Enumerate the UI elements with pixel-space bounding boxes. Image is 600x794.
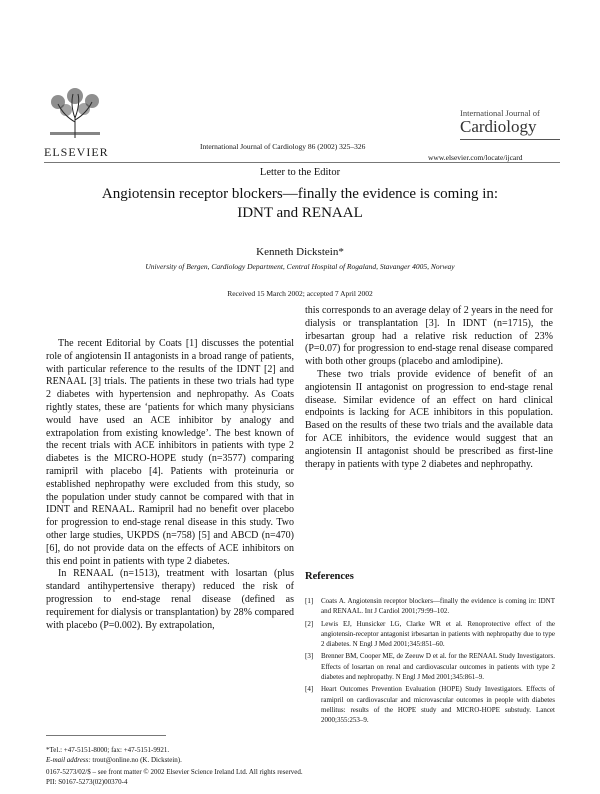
journal-name-small: International Journal of <box>460 108 540 118</box>
reference-text: Brenner BM, Cooper ME, de Zeeuw D et al. for the RENAAL Study Investigators. Effects of losartan on renal and cardiovascular outcomes in patients with type 2 diabetes and nephropathy. N Engl J Med 2001;345:861–9. <box>321 652 555 682</box>
reference-item <box>305 619 555 650</box>
received-dates: Received 15 March 2002; accepted 7 April 2002 <box>227 289 373 298</box>
title-line-2: IDNT and RENAAL <box>237 205 363 221</box>
author-name: Kenneth Dickstein* <box>256 246 344 258</box>
footnote-divider <box>46 735 166 736</box>
copyright-block <box>46 767 303 787</box>
body-paragraph: The recent Editorial by Coats [1] discusses the potential role of angiotensin II antagonists in a broad range of patients, with particular reference to the results of the IDNT [2] and RENAAL [3] trials. The patients in these two trials had type 2 diabetes with hypertension and nephropathy. As Coats rightly states, these are ‘patients for which many physicians would have used an ACE inhibitor by analogy and extrapolation from existing knowledge’. The best known of the recent trials with ACE inhibitors in patients with type 2 diabetes is the MICRO-HOPE study (n=3577) comparing ramipril with placebo [4]. Patients with proteinuria or established nephropathy were excluded from this study, so the population under study cannot be compared with that in IDNT and RENAAL. Ramipril had no benefit over placebo for progression to end-stage renal disease in this study. Two other large studies, UKPDS (n=758) [5] and ABCD (n=470) [6], do not provide data on the effects of ACE inhibitors on this end point in patients with type 2 diabetes. <box>46 338 294 567</box>
footnote-contact: *Tel.: +47-5151-8000; fax: +47-5151-9921. <box>46 746 170 754</box>
elsevier-tree-icon <box>44 88 106 140</box>
body-paragraph: this corresponds to an average delay of 2 years in the need for dialysis or transplantation [3]. In IDNT (n=1715), the irbesartan group had a relative risk reduction of 23% (P=0.07) for progression to end-stage renal disease compared with both other groups (placebo and amlodipine). <box>305 305 553 368</box>
pii-line: PII: S0167-5273(02)00370-4 <box>46 778 128 786</box>
reference-item <box>305 596 555 617</box>
body-paragraph: These two trials provide evidence of benefit of an angiotensin II antagonist on progression to end-stage renal disease. Similar evidence of an effect on hard clinical endpoints is lacking for ACE inhibitors in this population. Based on the results of these two trials and the available data for ACE inhibitors, the evidence would suggest that an angiotensin II antagonist should be prescribed as first-line therapy in patients with type 2 diabetes and nephropathy. <box>305 368 553 470</box>
title-line-1: Angiotensin receptor blockers—finally the evidence is coming in: <box>101 186 499 202</box>
journal-masthead <box>460 108 560 140</box>
body-paragraph: In RENAAL (n=1513), treatment with losartan (plus standard antihypertensive therapy) reduced the risk of progression to end-stage renal disease (defined as requirement for dialysis or transplantation) by 28% compared with placebo (P=0.002). By extrapolation, <box>46 568 294 631</box>
reference-item <box>305 651 555 682</box>
body-right-column <box>305 305 553 471</box>
reference-number: [3] <box>305 652 314 661</box>
publisher-name: ELSEVIER <box>44 145 109 159</box>
author-footnote <box>46 745 306 765</box>
reference-number: [1] <box>305 597 314 605</box>
copyright-line: 0167-5273/02/$ – see front matter © 2002 Elsevier Science Ireland Ltd. All rights reserved. <box>46 768 303 776</box>
article-title <box>0 185 600 223</box>
reference-text: Coats A. Angiotensin receptor blockers—finally the evidence is coming in: IDNT and RENAAL. Int J Cardiol 2001;79:99–102. <box>321 597 555 616</box>
masthead-rule <box>460 139 560 140</box>
reference-item <box>305 684 555 725</box>
reference-text: Heart Outcomes Prevention Evaluation (HOPE) Study Investigators. Effects of ramipril on cardiovascular and microvascular outcomes in people with diabetes mellitus: results of the HOPE study and MICRO-HOPE substudy. Lancet 2000;355:253–9. <box>321 685 555 725</box>
header-divider <box>44 162 560 163</box>
article-type: Letter to the Editor <box>259 167 341 178</box>
journal-name-big: Cardiology <box>460 117 537 136</box>
email-label: E-mail address: <box>46 756 91 764</box>
reference-text: Lewis EJ, Hunsicker LG, Clarke WR et al. Renoprotective effect of the angiotensin-receptor antagonist irbesartan in patients with nephropathy due to type 2 diabetes. N Engl J Med 2001;345:851–60. <box>321 619 555 649</box>
elsevier-logo <box>44 88 108 160</box>
footnote-email-line <box>46 755 306 765</box>
author-affiliation: University of Bergen, Cardiology Department, Central Hospital of Rogaland, Stavanger 4005, Norway <box>145 262 455 271</box>
references-heading: References <box>305 571 354 582</box>
journal-website: www.elsevier.com/locate/ijcard <box>428 153 523 162</box>
body-left-column <box>46 338 294 632</box>
references-list <box>305 596 555 728</box>
journal-reference: International Journal of Cardiology 86 (2002) 325–326 <box>200 142 366 151</box>
reference-number: [4] <box>305 685 314 694</box>
reference-number: [2] <box>305 619 314 628</box>
email-address[interactable]: trout@online.no (K. Dickstein). <box>92 756 182 764</box>
